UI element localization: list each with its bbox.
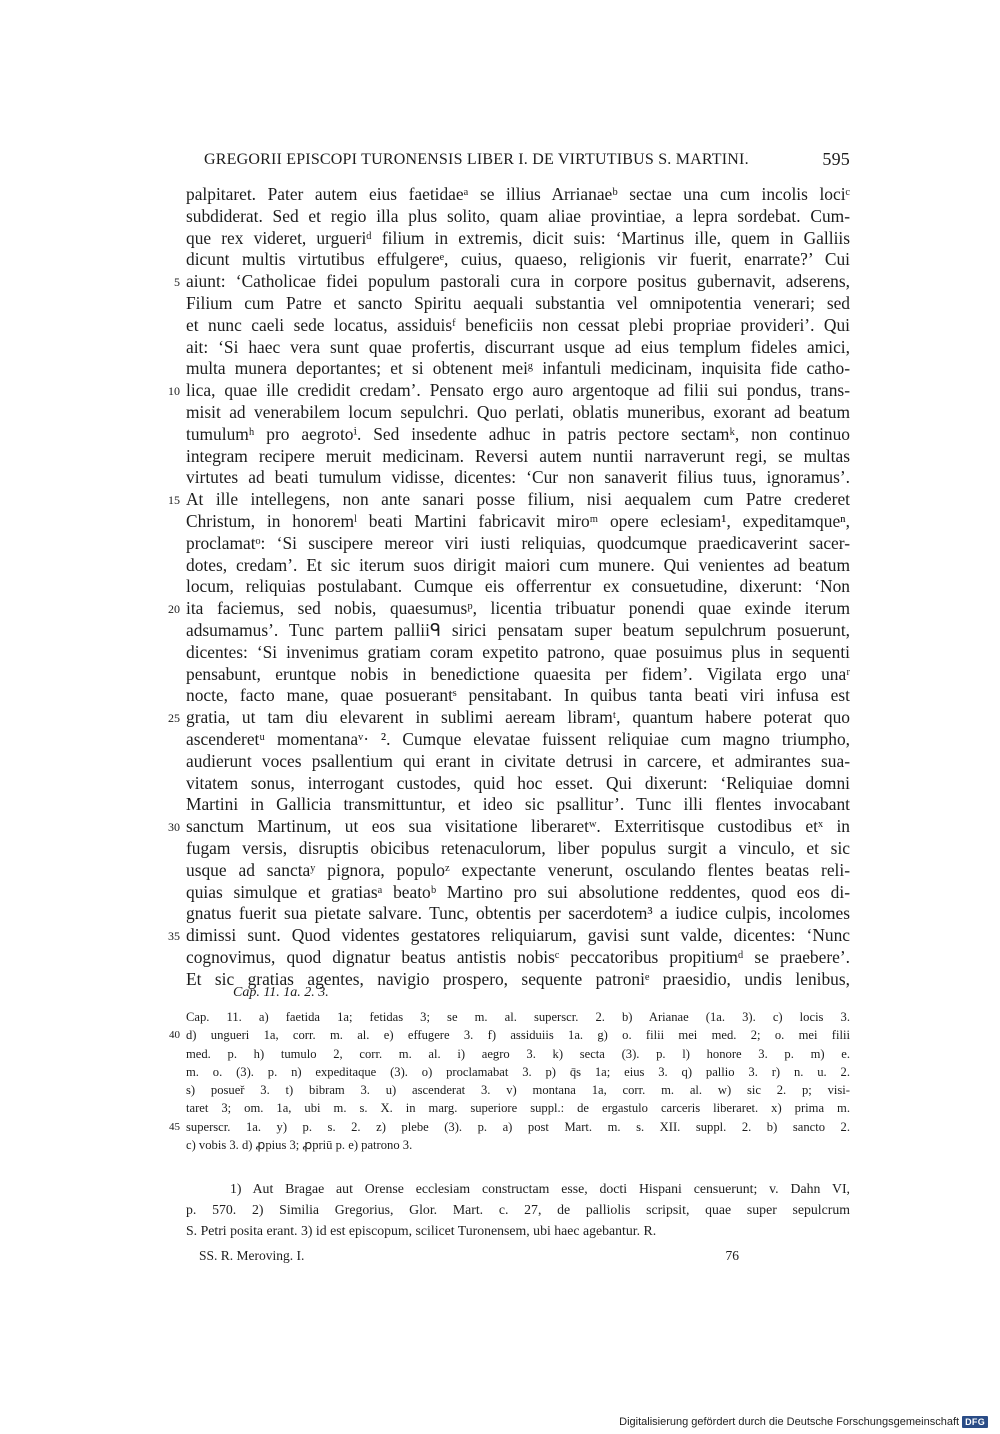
- line-text: ita faciemus, sed nobis, quaesumusᵖ, licentia tribuatur ponendi quae exinde iterum: [186, 598, 850, 619]
- line-17: [186, 533, 850, 555]
- line-7: [186, 315, 850, 337]
- line-text: 1) Aut Bragae aut Orense ecclesiam constructam esse, docti Hispani censuerunt; v. Dahn VI,: [230, 1181, 850, 1196]
- line-36: [186, 947, 850, 969]
- line-number: 15: [168, 493, 180, 508]
- page-header: [186, 149, 850, 173]
- app-line-7: [169, 1118, 850, 1136]
- line-13: [186, 446, 850, 468]
- line-text: vitatem sonus, interrogant custodes, quid hoc esset. Qui dixerunt: ‘Reliquiae domni: [186, 772, 850, 793]
- line-text: pensabunt, eruntque nobis in benedictione quaesita per fidem’. Vigilata ergo unaʳ: [186, 663, 850, 684]
- line-number: 45: [169, 1120, 180, 1133]
- page-number: 595: [822, 149, 850, 169]
- footnotes: [186, 1178, 850, 1241]
- line-3: [186, 228, 850, 250]
- line-text: d) ungueri 1a, corr. m. al. e) effugere 3. f) assiduiis 1a. g) o. filii mei med. 2; o. mei filii: [186, 1028, 850, 1043]
- line-text: usque ad sanctaʸ pignora, populoᶻ expectante venerunt, osculando flentes beatas reli-: [186, 859, 850, 880]
- line-text: lica, quae ille credidit credam’. Pensato ergo auro argentoque ad filii sui pondus, trans-: [186, 380, 850, 401]
- running-title: GREGORII EPISCOPI TURONENSIS LIBER I. DE VIRTUTIBUS S. MARTINI.: [204, 151, 749, 168]
- line-text: quias simulque et gratiasᵃ beatoᵇ Martino pro sui absolutione reddentes, quod eos di-: [186, 881, 850, 902]
- note-line-1: [186, 1178, 850, 1199]
- line-11: [186, 402, 850, 424]
- line-text: integram recipere meruit medicinam. Reversi autem nuntii narraverunt regi, se multas: [186, 445, 850, 466]
- line-22: [186, 642, 850, 664]
- line-text: Martini in Gallicia transmittuntur, et ideo sic psallitur’. Tunc illi flentes invocabant: [186, 794, 850, 815]
- line-text: nocte, facto mane, quae posuerantˢ pensitabant. In quibus tanta beati viri infusa est: [186, 685, 850, 706]
- app-line-6: [186, 1099, 850, 1117]
- line-text: audierunt voces psallentium qui erant in civitate detrusi in carcere, et admirantes sua-: [186, 750, 850, 771]
- line-30: [168, 816, 850, 838]
- line-20: [168, 598, 850, 620]
- line-4: [186, 249, 850, 271]
- line-1: [186, 184, 850, 206]
- line-text: locum, reliquias postulabant. Cumque eis offerrentur ex consuetudine, dixerunt: ‘Non: [186, 576, 850, 597]
- line-33: [186, 882, 850, 904]
- line-10: [168, 380, 850, 402]
- line-text: m. o. (3). p. n) expeditaque (3). o) proclamabat 3. p) q̄s 1a; eius 3. q) pallio 3. r) n. u. 2.: [186, 1064, 850, 1079]
- line-6: [186, 293, 850, 315]
- line-number: 35: [168, 929, 180, 944]
- signature-mark: SS. R. Meroving. I.: [199, 1248, 305, 1263]
- line-text: Christum, in honoremˡ beati Martini fabricavit miroᵐ opere eclesiam¹, expeditamqueⁿ,: [186, 510, 850, 531]
- line-26: [186, 729, 850, 751]
- line-text: c) vobis 3. d) ꝓpius 3; ꝓpriū p. e) patrono 3.: [186, 1138, 413, 1153]
- line-text: med. p. h) tumulo 2, corr. m. al. i) aegro 3. k) secta (3). p. l) honore 3. p. m) e.: [186, 1046, 850, 1061]
- line-text: adsumamus’. Tunc partem palliiᑫ sirici pensatam super beatum sepulchrum posuerunt,: [186, 619, 850, 640]
- line-text: tumulumʰ pro aegrotoⁱ. Sed insedente adhuc in patris pectore sectamᵏ, non continuo: [186, 423, 850, 444]
- line-number: 5: [174, 275, 180, 290]
- line-number: 40: [169, 1029, 180, 1042]
- line-31: [186, 838, 850, 860]
- line-19: [186, 576, 850, 598]
- line-9: [186, 358, 850, 380]
- line-32: [186, 860, 850, 882]
- line-text: gratia, ut tam diu elevarent in sublimi aeream libramᵗ, quantum habere poterat quo: [186, 707, 850, 728]
- line-34: [186, 903, 850, 925]
- app-line-4: [186, 1063, 850, 1081]
- digitization-footer: [619, 1414, 988, 1430]
- line-2: [186, 206, 850, 228]
- note-line-2: [186, 1199, 850, 1220]
- line-14: [186, 467, 850, 489]
- line-12: [186, 424, 850, 446]
- line-text: Cap. 11. a) faetida 1a; fetidas 3; se m. al. superscr. 2. b) Arianae (1a. 3). c) locis 3.: [186, 1010, 850, 1024]
- line-text: dimissi sunt. Quod videntes gestatores reliquiarum, gavisi sunt valde, dicentes: ‘Nunc: [186, 925, 850, 946]
- line-21: [186, 620, 850, 642]
- note-line-3: [186, 1220, 850, 1241]
- line-number: 10: [168, 384, 180, 399]
- line-23: [186, 664, 850, 686]
- line-8: [186, 337, 850, 359]
- line-text: dicentes: ‘Si invenimus gratiam coram expetito patrono, quae posuimus plus in sequenti: [186, 641, 850, 662]
- app-line-8: [186, 1136, 850, 1154]
- line-24: [186, 685, 850, 707]
- line-15: [168, 489, 850, 511]
- line-text: proclamatᵒ: ‘Si suscipere mereor viri iusti reliquias, quodcumque praedicaverint sacer-: [186, 532, 850, 553]
- line-29: [186, 794, 850, 816]
- line-28: [186, 773, 850, 795]
- footer-credit: Digitalisierung gefördert durch die Deutsche Forschungsgemeinschaft: [619, 1416, 960, 1428]
- line-18: [186, 555, 850, 577]
- line-text: ascenderetᵘ momentanaᵛ· ². Cumque elevatae fuissent reliquiae cum magno triumpho,: [186, 728, 850, 749]
- line-number: 20: [168, 602, 180, 617]
- line-text: gnatus fuerit sua pietate salvare. Tunc, obtentis per sacerdotem³ a iudice culpis, incolomes: [186, 903, 850, 924]
- line-text: palpitaret. Pater autem eius faetidaeᵃ se illius Arrianaeᵇ sectae una cum incolis lociᶜ: [186, 184, 850, 204]
- sheet-number: 76: [725, 1248, 739, 1263]
- line-text: que rex videret, urgueriᵈ filium in extremis, dicit suis: ‘Martinus ille, quem in Galliis: [186, 227, 850, 248]
- app-line-2: [169, 1026, 850, 1044]
- main-text: [168, 184, 850, 990]
- line-text: superscr. 1a. y) p. s. 2. z) plebe (3). p. a) post Mart. m. s. XII. suppl. 2. b) sancto 2.: [186, 1119, 850, 1134]
- line-text: subdiderat. Sed et regio illa plus solito, quam aliae provintiae, a lepra sordebat. Cum-: [186, 205, 850, 226]
- line-16: [186, 511, 850, 533]
- line-text: p. 570. 2) Similia Gregorius, Glor. Mart. c. 27, de palliolis scripsit, quae super sepulcrum: [186, 1202, 850, 1217]
- line-text: misit ad venerabilem locum sepulchri. Quo perlati, oblatis muneribus, exorant ad beatum: [186, 401, 850, 422]
- app-line-5: [186, 1081, 850, 1099]
- apparatus-heading: Cap. 11. 1a. 2. 3.: [233, 985, 329, 1000]
- line-text: et nunc caeli sede locatus, assiduisᶠ beneficiis non cessat plebi propriae provideri’. Qui: [186, 314, 850, 335]
- line-text: dotes, credam’. Et sic iterum suos dirigit maiori cum munere. Qui venientes ad beatum: [186, 554, 850, 575]
- line-number: 30: [168, 820, 180, 835]
- dfg-logo: DFG: [962, 1416, 988, 1428]
- line-text: Filium cum Patre et sancto Spiritu aequali substantia vel omnipotentia venerari; sed: [186, 292, 850, 313]
- app-line-3: [186, 1045, 850, 1063]
- line-text: aiunt: ‘Catholicae fidei populum pastorali cura in corpore positus gubernavit, adserens,: [186, 271, 850, 292]
- line-text: fugam versis, disruptis obicibus retenaculorum, liber populus surgit a vinculo, et sic: [186, 837, 850, 858]
- line-text: ait: ‘Si haec vera sunt quae profertis, discurrant usque ad eius templum fideles amici,: [186, 336, 850, 357]
- app-line-1: [186, 1008, 850, 1026]
- line-text: multa munera deportantes; et si obtenent meiᵍ infantuli medicinam, inquisita fide catho-: [186, 358, 850, 379]
- line-35: [168, 925, 850, 947]
- line-text: S. Petri posita erant. 3) id est episcopum, scilicet Turonensem, ubi haec agebantur. R.: [186, 1223, 657, 1238]
- critical-apparatus: [169, 1008, 850, 1154]
- line-5: [174, 271, 850, 293]
- line-text: sanctum Martinum, ut eos sua visitatione liberaretʷ. Exterritisque custodibus etˣ in: [186, 816, 850, 837]
- line-text: dicunt multis virtutibus effulgereᵉ, cuius, quaeso, religionis vir fuerit, enarrate?’ Cui: [186, 249, 850, 270]
- line-25: [168, 707, 850, 729]
- line-text: Et sic gratias agentes, navigio prospero, sequente patroniᵉ praesidio, undis lenibus,: [186, 968, 850, 989]
- line-text: taret 3; om. 1a, ubi m. s. X. in marg. superiore suppl.: de ergastulo carceris liberaret. x) prima m.: [186, 1101, 850, 1116]
- line-text: At ille intellegens, non ante sanari posse filium, nisi aequalem cum Patre crederet: [186, 489, 850, 510]
- line-number: 25: [168, 711, 180, 726]
- line-text: virtutes ad beati tumulum vidisse, dicentes: ‘Cur non sanaverit filius tuus, ignoramus’.: [186, 467, 850, 488]
- line-text: cognovimus, quod dignatur beatus antistis nobisᶜ peccatoribus propitiumᵈ se praebere’.: [186, 946, 850, 967]
- line-text: s) posueř 3. t) bibram 3. u) ascenderat 3. v) montana 1a, corr. m. al. w) sic 2. p; visi-: [186, 1083, 850, 1098]
- line-27: [186, 751, 850, 773]
